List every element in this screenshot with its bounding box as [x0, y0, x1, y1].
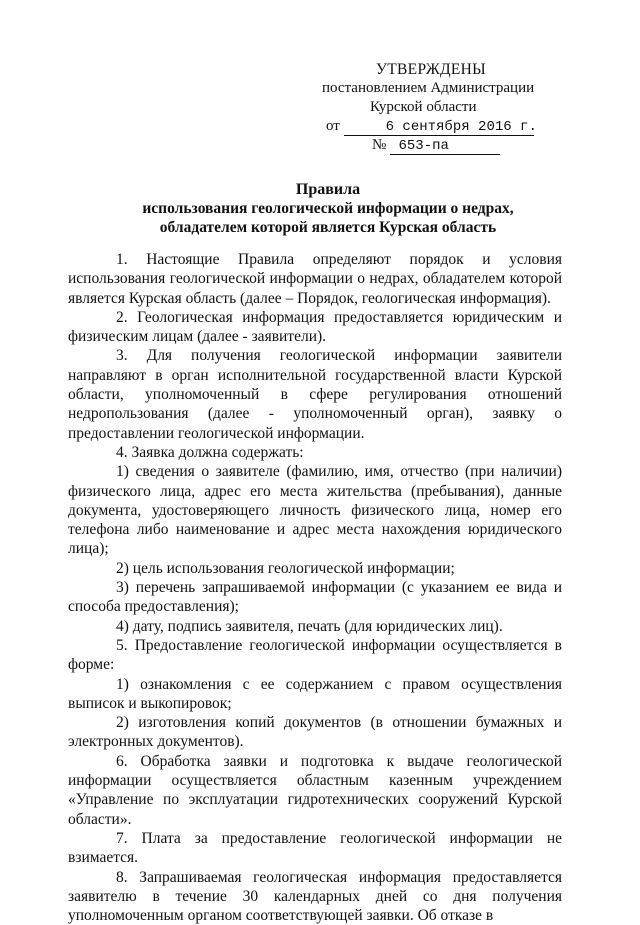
paragraph: 1. Настоящие Правила определяют порядок и условия использования геологической информации о недрах, обладателем которой является Курская область (далее – Порядок, геологическая информация).	[68, 250, 562, 308]
approval-number-field	[390, 138, 500, 155]
paragraph: 4) дату, подпись заявителя, печать (для юридических лиц).	[68, 617, 562, 636]
paragraph: 4. Заявка должна содержать:	[68, 443, 562, 462]
approval-number-row	[318, 136, 558, 155]
paragraph: 8. Запрашиваемая геологическая информация предоставляется заявителю в течение 30 календарных дней со дня получения уполномоченным органом соответствующей заявки. Об отказе в	[68, 868, 562, 925]
approval-date-row	[318, 117, 558, 136]
document-body	[68, 250, 562, 925]
paragraph: 7. Плата за предоставление геологической информации не взимается.	[68, 829, 562, 868]
approval-decree-line: постановлением Администрации	[318, 79, 558, 98]
approval-date-label: от	[326, 118, 340, 134]
approval-title: УТВЕРЖДЕНЫ	[318, 60, 558, 79]
document-heading	[68, 180, 588, 237]
document-subtitle-line-2: обладателем которой является Курская область	[68, 218, 588, 237]
paragraph: 3) перечень запрашиваемой информации (с указанием ее вида и способа предоставления);	[68, 578, 562, 617]
paragraph: 5. Предоставление геологической информации осуществляется в форме:	[68, 636, 562, 675]
approval-number-value: 653-па	[398, 138, 448, 154]
approval-date-value: 6 сентября 2016 г.	[386, 119, 537, 135]
document-title: Правила	[68, 180, 588, 199]
paragraph: 2) изготовления копий документов (в отношении бумажных и электронных документов).	[68, 713, 562, 752]
approval-block	[318, 60, 558, 155]
document-subtitle-line-1: использования геологической информации о недрах,	[68, 199, 588, 218]
approval-date-field	[344, 119, 534, 136]
paragraph: 2. Геологическая информация предоставляется юридическим и физическим лицам (далее - заявители).	[68, 308, 562, 347]
paragraph: 1) сведения о заявителе (фамилию, имя, отчество (при наличии) физического лица, адрес его места жительства (пребывания), данные документа, удостоверяющего личность физического лица, номер его телефона либо наименование и адрес места нахождения юридического лица);	[68, 462, 562, 558]
paragraph: 2) цель использования геологической информации;	[68, 559, 562, 578]
paragraph: 3. Для получения геологической информации заявители направляют в орган исполнительной государственной власти Курской области, уполномоченный в сфере регулирования отношений недропользования (далее - уполномоченный орган), заявку о предоставлении геологической информации.	[68, 346, 562, 442]
paragraph: 1) ознакомления с ее содержанием с правом осуществления выписок и выкопировок;	[68, 675, 562, 714]
approval-number-label: №	[372, 137, 386, 153]
approval-region-line: Курской области	[318, 98, 558, 117]
paragraph: 6. Обработка заявки и подготовка к выдаче геологической информации осуществляется областным казенным учреждением «Управление по эксплуатации гидротехнических сооружений Курской области».	[68, 752, 562, 829]
